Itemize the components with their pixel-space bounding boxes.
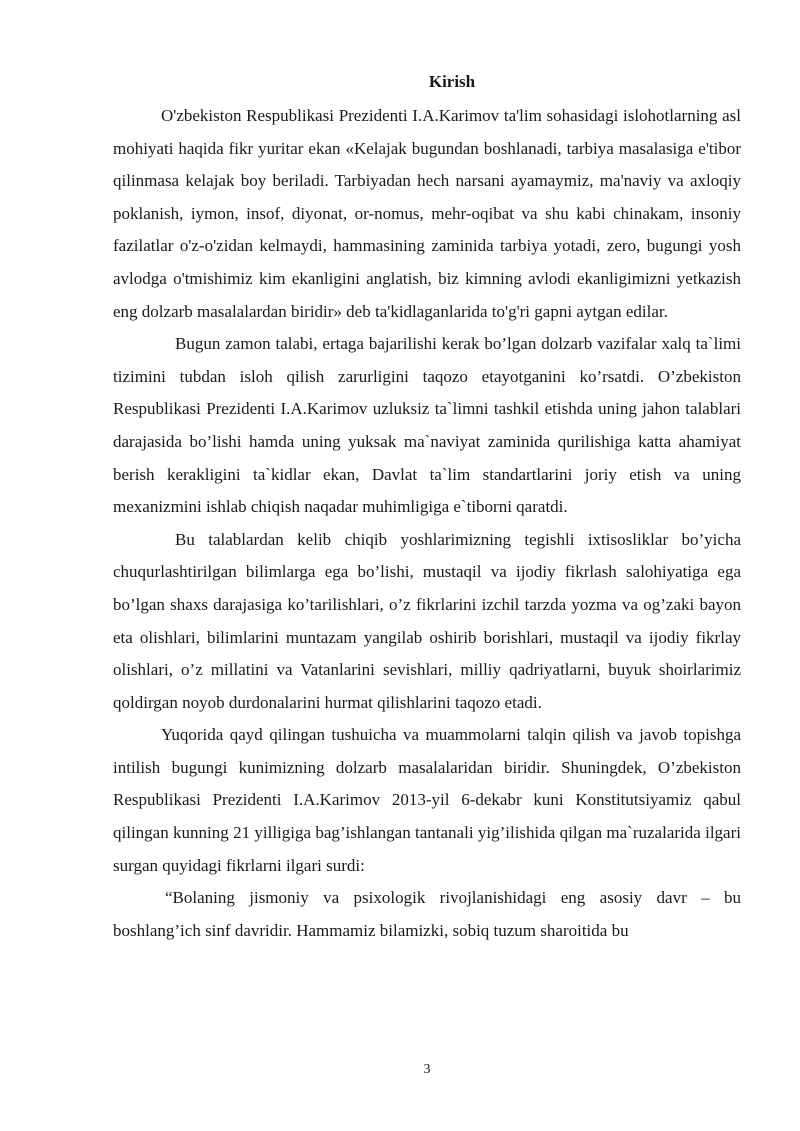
page-number: 3	[423, 1062, 431, 1077]
paragraph: Bugun zamon talabi, ertaga bajarilishi kerak bo’lgan dolzarb vazifalar xalq ta`limi tizimini tubdan isloh qilish zarurligini taqozo etayotganini ko’rsatdi. O’zbekiston Respublikasi Prezidenti I.A.Karimov uzluksiz ta`limni tashkil etishda uning jahon talablari darajasida bo’lishi hamda uning yuksak ma`naviyat zaminida qurilishiga katta ahamiyat berish kerakligini ta`kidlar ekan, Davlat ta`lim standartlarini joriy etish va uning mexanizmini ishlab chiqish naqadar muhimligiga e`tiborni qaratdi.	[113, 334, 741, 517]
section-title: Kirish	[428, 72, 476, 91]
paragraph: O'zbekiston Respublikasi Prezidenti I.A.Karimov ta'lim sohasidagi islohotlarning asl mohiyati haqida fikr yuritar ekan «Kelajak bugundan boshlanadi, tarbiya masalasiga e'tibor qilinmasa kelajak boy beriladi. Tarbiyadan hech narsani ayamaymiz, ma'naviy va axloqiy poklanish, iymon, insof, diyonat, or-nomus, mehr-oqibat va shu kabi chinakam, insoniy fazilatlar o'z-o'zidan kelmaydi, hammasining zaminida tarbiya yotadi, zero, bugungi yosh avlodga o'tmishimiz kim ekanligini anglatish, biz kimning avlodi ekanligimizni yetkazish eng dolzarb masalalardan biridir» deb ta'kidlaganlarida to'g'ri gapni aytgan edilar.	[113, 106, 741, 321]
document-body	[113, 66, 741, 947]
paragraph: “Bolaning jismoniy va psixologik rivojlanishidagi eng asosiy davr – bu boshlang’ich sinf davridir. Hammamiz bilamizki, sobiq tuzum sharoitida bu	[113, 888, 741, 940]
paragraph: Bu talablardan kelib chiqib yoshlarimizning tegishli ixtisosliklar bo’yicha chuqurlashtirilgan bilimlarga ega bo’lishi, mustaqil va ijodiy fikrlash salohiyatiga ega bo’lgan shaxs darajasiga ko’tarilishlari, o’z fikrlarini izchil tarzda yozma va og’zaki bayon eta olishlari, bilimlarini muntazam yangilab oshirib borishlari, mustaqil va ijodiy fikrlay olishlari, o’z millatini va Vatanlarini sevishlari, milliy qadriyatlarni, buyuk shoirlarimiz qoldirgan noyob durdonalarini hurmat qilishlarini taqozo etadi.	[113, 529, 741, 712]
paragraph: Yuqorida qayd qilingan tushuicha va muammolarni talqin qilish va javob topishga intilish bugungi kunimizning dolzarb masalalaridan biridir. Shuningdek, O’zbekiston Respublikasi Prezidenti I.A.Karimov 2013-yil 6-dekabr kuni Konstitutsiyamiz qabul qilingan kunning 21 yilligiga bag’ishlangan tantanali yig’ilishida qilgan ma`ruzalarida ilgari surgan quyidagi fikrlarni ilgari surdi:	[113, 725, 741, 875]
